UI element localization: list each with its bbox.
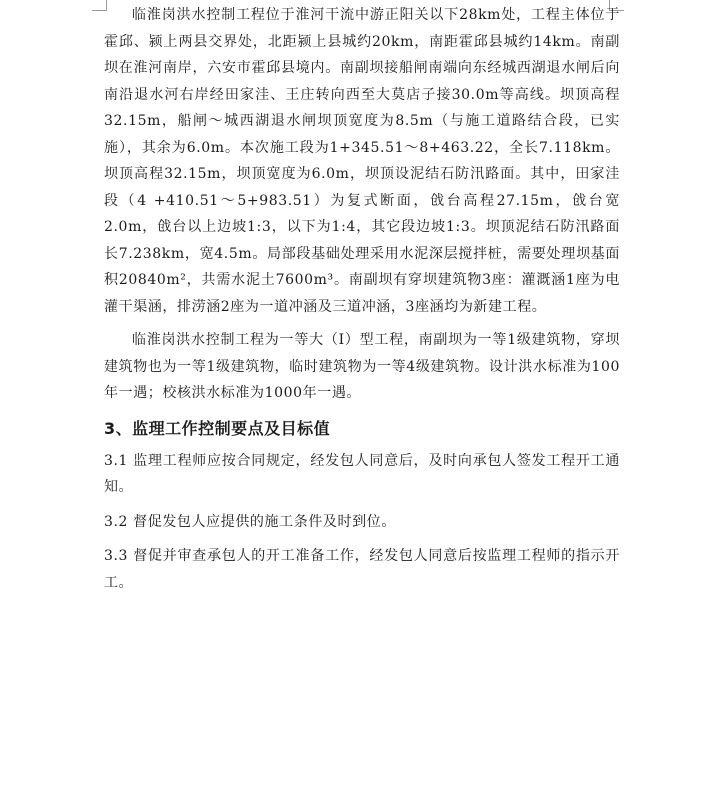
section-heading: 3、监理工作控制要点及目标值	[104, 418, 331, 438]
list-item: 3.3 督促并审查承包人的开工准备工作，经发包人同意后按监理工程师的指示开工。	[104, 548, 620, 591]
list-item: 3.1 监理工程师应按合同规定，经发包人同意后，及时向承包人签发工程开工通知。	[104, 452, 620, 495]
project-overview-paragraph: 临淮岗洪水控制工程位于淮河干流中游正阳关以下28km处，工程主体位于霍邱、颍上两县交界处，北距颍上县城约20km，南距霍邱县城约14km。南副坝在淮河南岸，六安市霍邱县境内。南副坝接船闸南端向东经城西湖退水闸后向南沿退水河右岸经田家洼、王庄转向西至大莫店子接30.0m等高线。坝顶高程32.15m，船闸～城西湖退水闸坝顶宽度为8.5m（与施工道路结合段，已实施），其余为6.0m。本次施工段为1+345.51～8+463.22，全长7.118km。坝顶高程32.15m，坝顶宽度为6.0m，坝顶设泥结石防汛路面。其中，田家洼段（4 +410.51～5+983.51）为复式断面，戗台高程27.15m，戗台宽2.0m，戗台以上边坡1:3，以下为1:4，其它段边坡1:3。坝顶泥结石防汛路面长7.238km，宽4.5m。局部段基础处理采用水泥深层搅拌桩，需要处理坝基面积20840m²，共需水泥土7600m³。南副坝有穿坝建筑物3座：灌溉涵1座为电灌干渠涵，排涝涵2座为一道冲涵及三道冲涵，3座涵均为新建工程。	[104, 7, 620, 315]
document-body	[104, 2, 620, 604]
project-grade-paragraph: 临淮岗洪水控制工程为一等大（Ⅰ）型工程，南副坝为一等1级建筑物，穿坝建筑物也为一等1级建筑物，临时建筑物为一等4级建筑物。设计洪水标准为100年一遇；校核洪水标准为1000年一遇。	[104, 332, 620, 401]
list-item: 3.2 督促发包人应提供的施工条件及时到位。	[104, 513, 396, 530]
